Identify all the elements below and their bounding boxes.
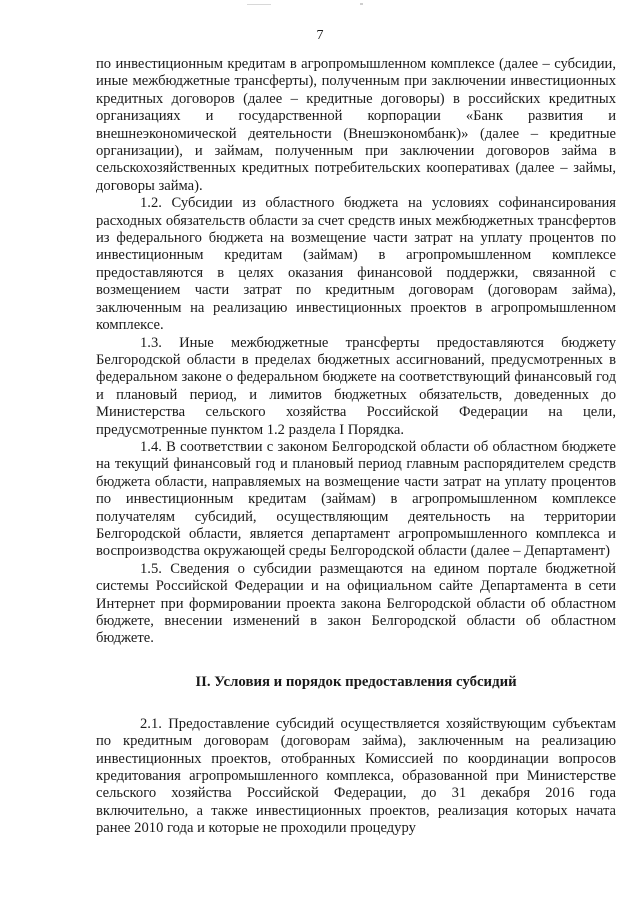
section-heading: II. Условия и порядок предоставления субсидий	[195, 673, 517, 690]
paragraph-continued: по инвестиционным кредитам в агропромышленном комплексе (далее – субсидии, иные межбюджетные трансферты), полученным при заключении инвестиционных кредитных договоров (далее – кредитные договоры) в российских кредитных организациях и государственной корпорации «Банк развития и внешнеэкономической деятельности (Внешэкономбанк)» (далее – кредитные организации), и займам, полученным при заключении договоров займа в сельскохозяйственных кредитных потребительских кооперативах (далее – займы, договоры займа).	[96, 56, 616, 194]
paragraph-1-2: 1.2. Субсидии из областного бюджета на условиях софинансирования расходных обязательств области за счет средств иных межбюджетных трансфертов из федерального бюджета на возмещение части затрат на уплату процентов по инвестиционным кредитам (займам) в агропромышленном комплексе предоставляются в целях оказания финансовой поддержки, связанной с возмещением части затрат по кредитным договорам (договорам займа), заключенным на реализацию инвестиционных проектов в агропромышленном комплексе.	[96, 195, 616, 334]
scan-artifact	[360, 3, 363, 5]
document-body	[96, 56, 616, 838]
scan-artifact	[247, 4, 271, 5]
paragraph-1-5: 1.5. Сведения о субсидии размещаются на едином портале бюджетной системы Российской Федерации и на официальном сайте Департамента в сети Интернет при формировании проекта закона Белгородской области об областном бюджете, внесении изменений в закон Белгородской области об областном бюджете.	[96, 560, 616, 647]
paragraph-2-1: 2.1. Предоставление субсидий осуществляется хозяйствующим субъектам по кредитным договорам (договорам займа), заключенным на реализацию инвестиционных проектов, отобранных Комиссией по координации вопросов кредитования агропромышленного комплекса, образованной при Министерстве сельского хозяйства Российской Федерации, до 31 декабря 2016 года включительно, а также инвестиционных проектов, реализация которых начата ранее 2010 года и которые не проходили процедуру	[96, 715, 616, 837]
page-number: 7	[316, 28, 324, 43]
paragraph-1-4: 1.4. В соответствии с законом Белгородской области об областном бюджете на текущий финансовый год и плановый период главным распорядителем средств бюджета области, направляемых на возмещение части затрат на уплату процентов по инвестиционным кредитам (займам) в агропромышленном комплексе получателям субсидий, осуществляющим деятельность на территории Белгородской области, является департамент агропромышленного комплекса и воспроизводства окружающей среды Белгородской области (далее – Департамент)	[96, 438, 616, 560]
paragraph-1-3: 1.3. Иные межбюджетные трансферты предоставляются бюджету Белгородской области в пределах бюджетных ассигнований, предусмотренных в федеральном законе о федеральном бюджете на соответствующий финансовый год и плановый период, и лимитов бюджетных обязательств, доведенных до Министерства сельского хозяйства Российской Федерации на цели, предусмотренные пунктом 1.2 раздела I Порядка.	[96, 334, 616, 438]
